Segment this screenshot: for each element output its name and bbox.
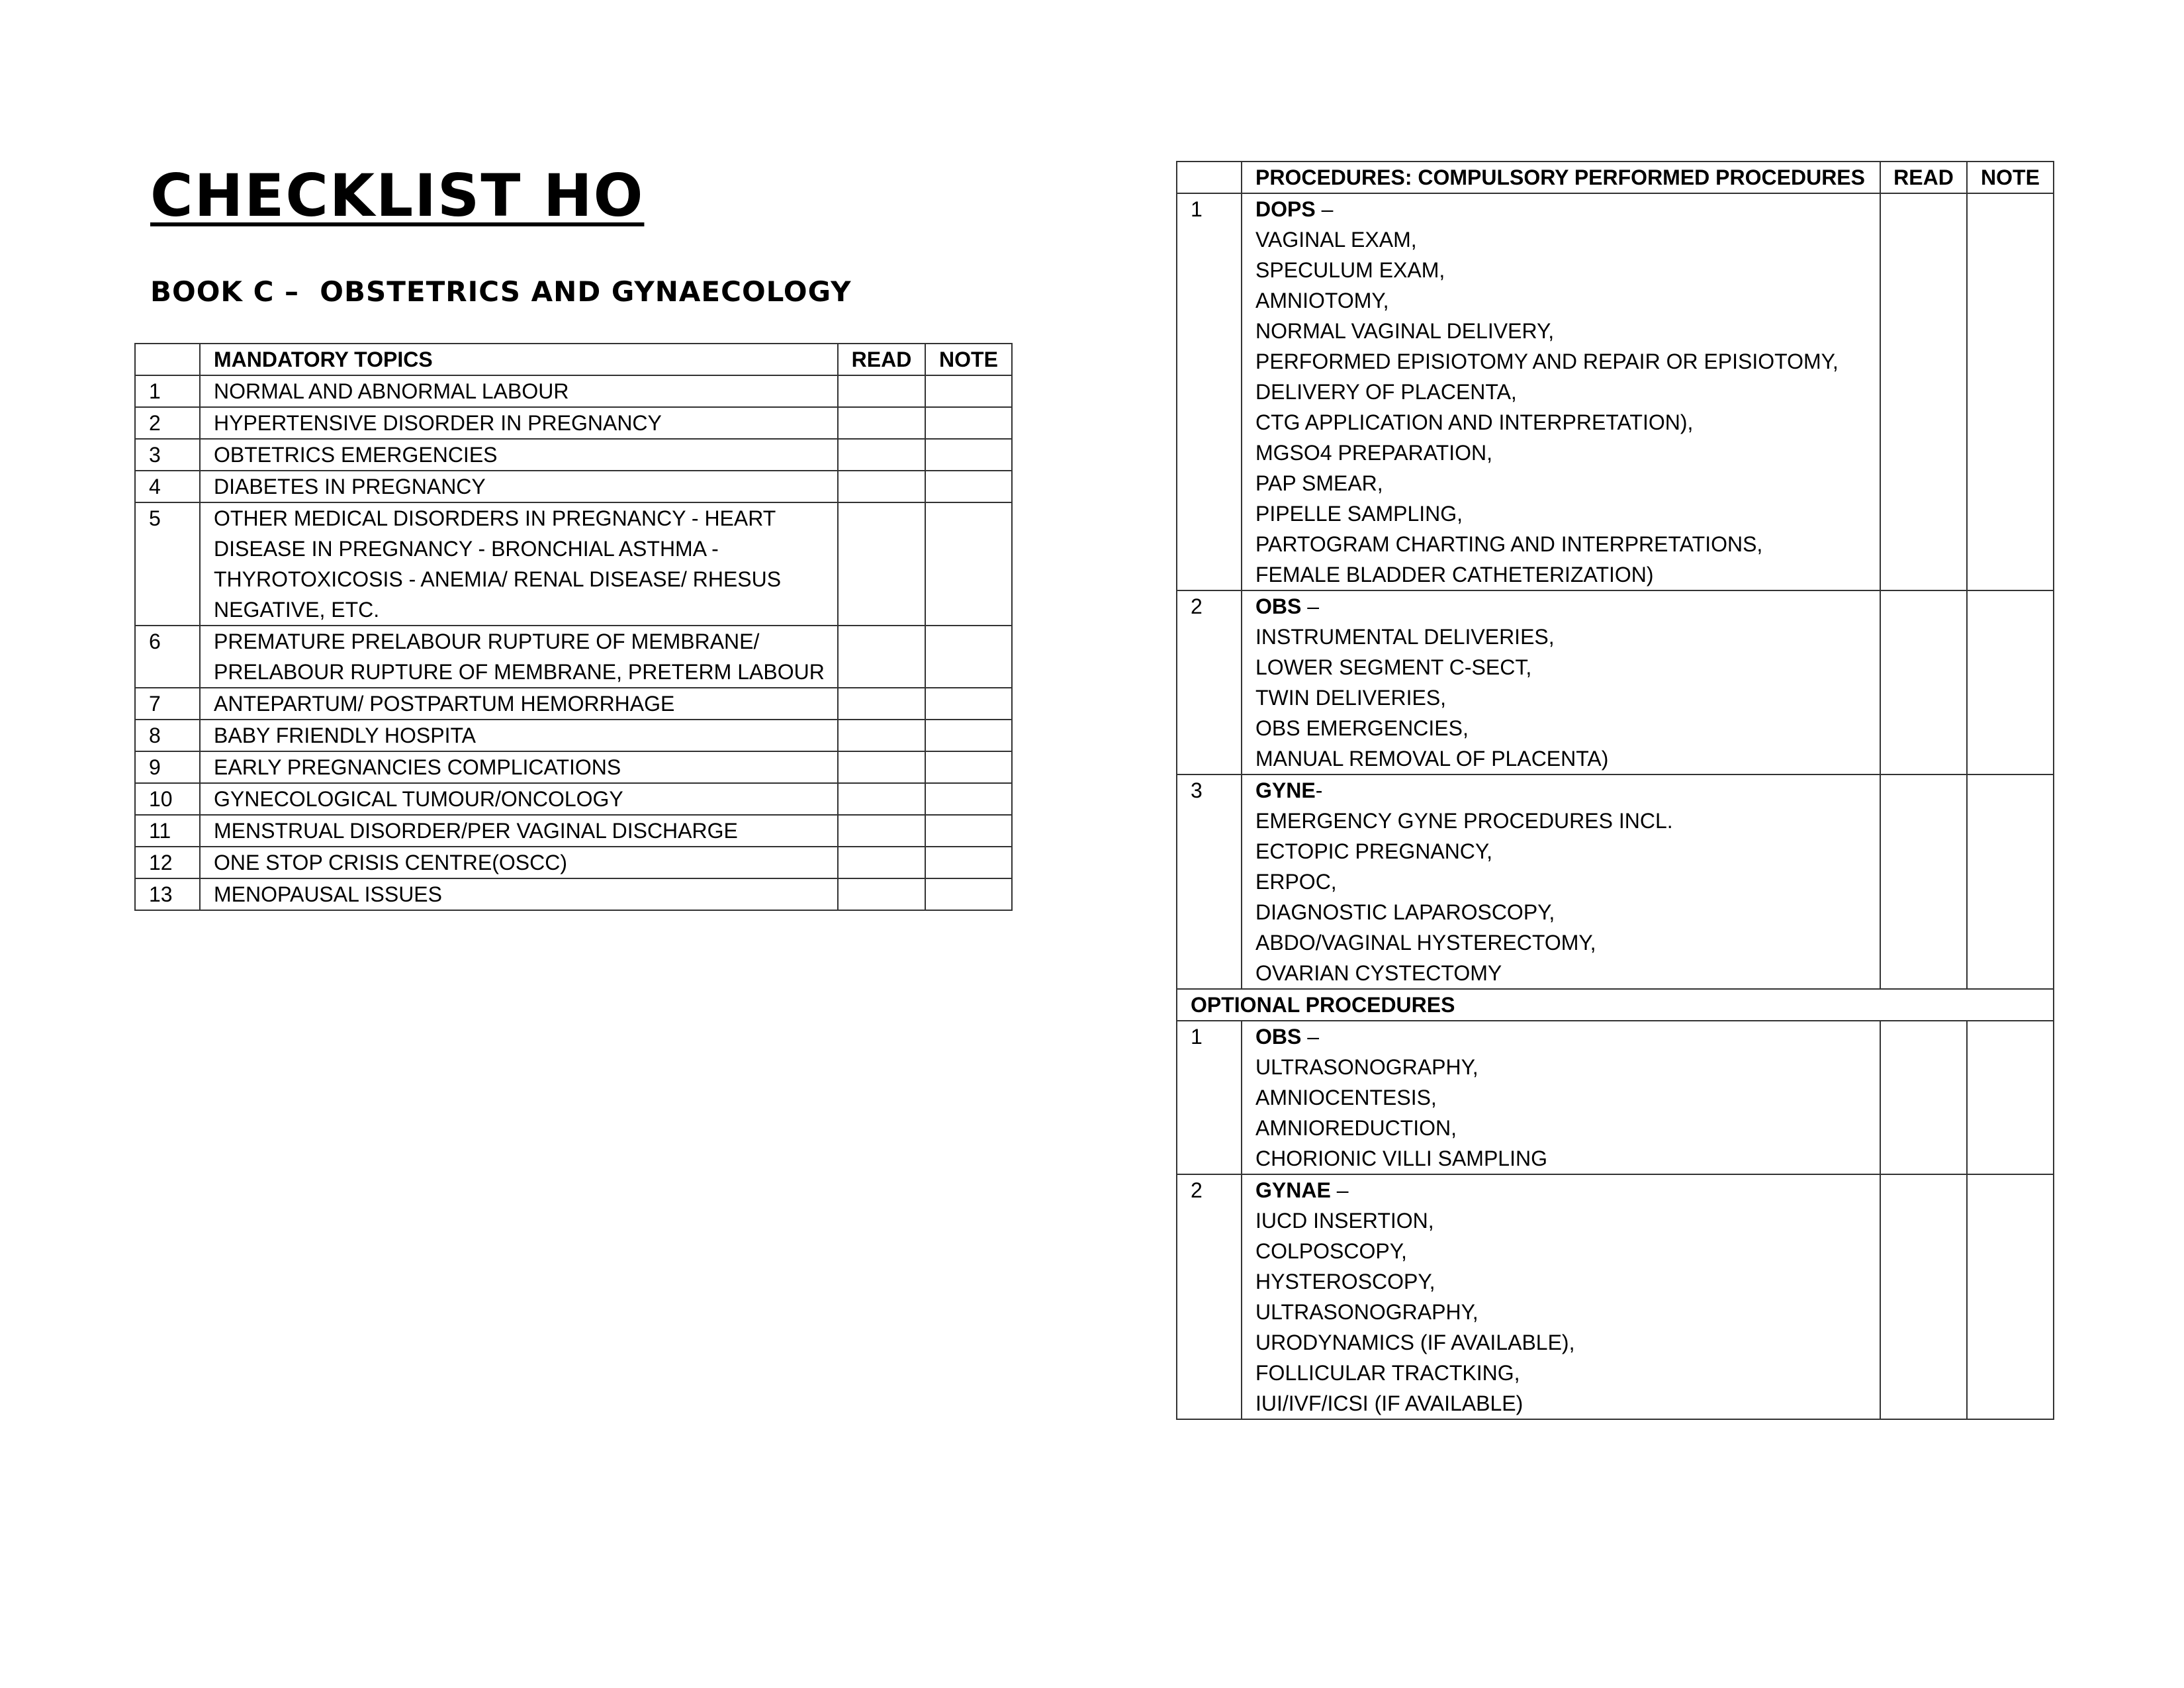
procedure-item: MANUAL REMOVAL OF PLACENTA) [1255, 747, 1609, 771]
topic-cell [200, 783, 838, 815]
table-header-row [135, 344, 1012, 375]
topic-text: MENOPAUSAL ISSUES [214, 882, 442, 906]
topic-text: PREMATURE PRELABOUR RUPTURE OF MEMBRANE/ [214, 630, 760, 653]
row-number: 6 [135, 626, 200, 688]
row-number: 3 [135, 439, 200, 471]
book-subtitle: BOOK C – OBSTETRICS AND GYNAECOLOGY [150, 275, 852, 308]
procedure-item: LOWER SEGMENT C-SECT, [1255, 655, 1532, 679]
table-row [1177, 1174, 2054, 1419]
read-checkbox-cell[interactable] [1880, 1021, 1967, 1174]
procedure-item: NORMAL VAGINAL DELIVERY, [1255, 319, 1555, 343]
topic-text: EARLY PREGNANCIES COMPLICATIONS [214, 755, 621, 779]
procedures-table [1176, 161, 2054, 1420]
topic-text: NORMAL AND ABNORMAL LABOUR [214, 379, 569, 403]
procedure-separator: - [1315, 778, 1323, 802]
procedure-cell [1242, 1174, 1880, 1419]
table-row [135, 815, 1012, 847]
procedure-separator: – [1330, 1178, 1349, 1202]
topic-text: DISEASE IN PREGNANCY - BRONCHIAL ASTHMA - [214, 537, 719, 561]
topic-cell [200, 471, 838, 502]
procedure-item: OBS EMERGENCIES, [1255, 716, 1469, 740]
procedure-item: IUCD INSERTION, [1255, 1209, 1434, 1233]
procedure-heading [1255, 775, 1880, 806]
procedure-item: DIAGNOSTIC LAPAROSCOPY, [1255, 900, 1555, 924]
procedure-category: GYNAE [1255, 1178, 1331, 1202]
procedure-item: DELIVERY OF PLACENTA, [1255, 380, 1517, 404]
mandatory-topics-table [134, 343, 1013, 911]
row-number: 13 [135, 878, 200, 910]
table-row [1177, 193, 2054, 590]
row-number: 5 [135, 502, 200, 626]
procedure-item: FEMALE BLADDER CATHETERIZATION) [1255, 563, 1654, 586]
read-checkbox-cell[interactable] [838, 375, 925, 407]
note-cell[interactable] [1967, 590, 2054, 774]
procedure-item: CTG APPLICATION AND INTERPRETATION), [1255, 410, 1694, 434]
optional-procedures-row [1177, 989, 2054, 1021]
procedure-heading [1255, 591, 1880, 622]
procedure-item: EMERGENCY GYNE PROCEDURES INCL. [1255, 809, 1673, 833]
procedure-item: AMNIOREDUCTION, [1255, 1116, 1457, 1140]
procedure-separator: – [1315, 197, 1334, 221]
note-cell[interactable] [925, 751, 1012, 783]
procedure-category: OBS [1255, 594, 1302, 618]
note-cell[interactable] [925, 626, 1012, 688]
topic-cell [200, 720, 838, 751]
read-checkbox-cell[interactable] [838, 688, 925, 720]
topic-text: NEGATIVE, ETC. [214, 598, 380, 622]
read-checkbox-cell[interactable] [1880, 193, 1967, 590]
procedure-cell [1242, 1021, 1880, 1174]
note-cell[interactable] [925, 878, 1012, 910]
topic-cell [200, 878, 838, 910]
procedure-item: SPECULUM EXAM, [1255, 258, 1445, 282]
procedure-item: TWIN DELIVERIES, [1255, 686, 1447, 710]
procedure-category: GYNE [1255, 778, 1316, 802]
procedure-item: ULTRASONOGRAPHY, [1255, 1055, 1479, 1079]
table-row [135, 720, 1012, 751]
read-checkbox-cell[interactable] [1880, 774, 1967, 989]
topic-text: MENSTRUAL DISORDER/PER VAGINAL DISCHARGE [214, 819, 738, 843]
procedure-item: OVARIAN CYSTECTOMY [1255, 961, 1502, 985]
topic-cell [200, 407, 838, 439]
read-header: READ [838, 344, 925, 375]
note-cell[interactable] [1967, 193, 2054, 590]
table-row [135, 502, 1012, 626]
table-row [1177, 590, 2054, 774]
row-number: 7 [135, 688, 200, 720]
read-checkbox-cell[interactable] [838, 878, 925, 910]
note-cell[interactable] [925, 688, 1012, 720]
topic-cell [200, 439, 838, 471]
procedure-item: PARTOGRAM CHARTING AND INTERPRETATIONS, [1255, 532, 1763, 556]
note-cell[interactable] [925, 783, 1012, 815]
procedure-separator: – [1301, 594, 1320, 618]
table-row [135, 439, 1012, 471]
topic-text: ONE STOP CRISIS CENTRE(OSCC) [214, 851, 567, 874]
procedure-heading [1255, 1021, 1880, 1052]
table-row [1177, 1021, 2054, 1174]
read-checkbox-cell[interactable] [838, 815, 925, 847]
note-cell[interactable] [925, 407, 1012, 439]
note-cell[interactable] [925, 502, 1012, 626]
table-row [135, 783, 1012, 815]
note-header: NOTE [925, 344, 1012, 375]
procedures-header: PROCEDURES: COMPULSORY PERFORMED PROCEDURES [1242, 162, 1880, 193]
read-checkbox-cell[interactable] [838, 407, 925, 439]
read-checkbox-cell[interactable] [838, 783, 925, 815]
procedure-category: OBS [1255, 1025, 1302, 1049]
note-cell[interactable] [1967, 774, 2054, 989]
procedure-item: PERFORMED EPISIOTOMY AND REPAIR OR EPISIOTOMY, [1255, 350, 1839, 373]
procedure-item: ERPOC, [1255, 870, 1337, 894]
topic-cell [200, 847, 838, 878]
procedure-item: FOLLICULAR TRACTKING, [1255, 1361, 1520, 1385]
procedure-item: ABDO/VAGINAL HYSTERECTOMY, [1255, 931, 1596, 955]
row-number: 8 [135, 720, 200, 751]
note-cell[interactable] [1967, 1021, 2054, 1174]
topic-cell [200, 815, 838, 847]
topic-text: OBTETRICS EMERGENCIES [214, 443, 498, 467]
read-checkbox-cell[interactable] [1880, 590, 1967, 774]
procedure-item: PAP SMEAR, [1255, 471, 1383, 495]
row-number: 2 [135, 407, 200, 439]
table-row [135, 751, 1012, 783]
procedure-category: DOPS [1255, 197, 1316, 221]
read-checkbox-cell[interactable] [838, 751, 925, 783]
procedure-item: AMNIOTOMY, [1255, 289, 1389, 312]
note-cell[interactable] [925, 847, 1012, 878]
procedure-item: INSTRUMENTAL DELIVERIES, [1255, 625, 1555, 649]
row-number: 1 [1177, 193, 1242, 590]
page-title: CHECKLIST HO [150, 162, 645, 230]
procedure-item: MGSO4 PREPARATION, [1255, 441, 1492, 465]
table-row [135, 688, 1012, 720]
number-header [1177, 162, 1242, 193]
row-number: 2 [1177, 1174, 1242, 1419]
note-cell[interactable] [925, 471, 1012, 502]
topics-header: MANDATORY TOPICS [200, 344, 838, 375]
procedure-item: ECTOPIC PREGNANCY, [1255, 839, 1493, 863]
table-row [135, 407, 1012, 439]
procedure-cell [1242, 193, 1880, 590]
table-row [135, 375, 1012, 407]
row-number: 11 [135, 815, 200, 847]
read-checkbox-cell[interactable] [1880, 1174, 1967, 1419]
topic-cell [200, 751, 838, 783]
procedure-item: IUI/IVF/ICSI (IF AVAILABLE) [1255, 1391, 1524, 1415]
row-number: 2 [1177, 590, 1242, 774]
table-row [135, 847, 1012, 878]
topic-text: THYROTOXICOSIS - ANEMIA/ RENAL DISEASE/ RHESUS [214, 567, 782, 591]
note-cell[interactable] [925, 375, 1012, 407]
row-number: 10 [135, 783, 200, 815]
procedure-item: CHORIONIC VILLI SAMPLING [1255, 1147, 1547, 1170]
note-cell[interactable] [1967, 1174, 2054, 1419]
table-row [135, 626, 1012, 688]
note-cell[interactable] [925, 720, 1012, 751]
table-row [135, 878, 1012, 910]
table-row [1177, 774, 2054, 989]
topic-text: DIABETES IN PREGNANCY [214, 475, 486, 498]
table-row [135, 471, 1012, 502]
note-cell[interactable] [925, 439, 1012, 471]
read-checkbox-cell[interactable] [838, 439, 925, 471]
number-header [135, 344, 200, 375]
topic-cell [200, 375, 838, 407]
read-checkbox-cell[interactable] [838, 502, 925, 626]
topic-cell [200, 626, 838, 688]
topic-text: GYNECOLOGICAL TUMOUR/ONCOLOGY [214, 787, 623, 811]
procedure-heading [1255, 1175, 1880, 1205]
topic-text: ANTEPARTUM/ POSTPARTUM HEMORRHAGE [214, 692, 675, 716]
procedure-item: HYSTEROSCOPY, [1255, 1270, 1435, 1293]
topic-cell [200, 502, 838, 626]
row-number: 4 [135, 471, 200, 502]
procedure-item: AMNIOCENTESIS, [1255, 1086, 1437, 1109]
procedure-item: ULTRASONOGRAPHY, [1255, 1300, 1479, 1324]
read-checkbox-cell[interactable] [838, 847, 925, 878]
note-cell[interactable] [925, 815, 1012, 847]
procedure-item: COLPOSCOPY, [1255, 1239, 1407, 1263]
read-checkbox-cell[interactable] [838, 720, 925, 751]
procedure-item: PIPELLE SAMPLING, [1255, 502, 1463, 526]
topic-text: BABY FRIENDLY HOSPITA [214, 724, 476, 747]
topic-text: HYPERTENSIVE DISORDER IN PREGNANCY [214, 411, 662, 435]
row-number: 1 [135, 375, 200, 407]
read-checkbox-cell[interactable] [838, 626, 925, 688]
procedure-separator: – [1301, 1025, 1320, 1049]
row-number: 1 [1177, 1021, 1242, 1174]
row-number: 9 [135, 751, 200, 783]
topic-text: PRELABOUR RUPTURE OF MEMBRANE, PRETERM LABOUR [214, 660, 825, 684]
procedure-cell [1242, 774, 1880, 989]
topic-text: OTHER MEDICAL DISORDERS IN PREGNANCY - HEART [214, 506, 776, 530]
table-header-row [1177, 162, 2054, 193]
note-header: NOTE [1967, 162, 2054, 193]
read-checkbox-cell[interactable] [838, 471, 925, 502]
row-number: 12 [135, 847, 200, 878]
procedure-item: VAGINAL EXAM, [1255, 228, 1417, 252]
procedure-cell [1242, 590, 1880, 774]
procedure-heading [1255, 194, 1880, 224]
read-header: READ [1880, 162, 1967, 193]
row-number: 3 [1177, 774, 1242, 989]
optional-procedures-label: OPTIONAL PROCEDURES [1177, 989, 2054, 1021]
procedure-item: URODYNAMICS (IF AVAILABLE), [1255, 1331, 1575, 1354]
topic-cell [200, 688, 838, 720]
